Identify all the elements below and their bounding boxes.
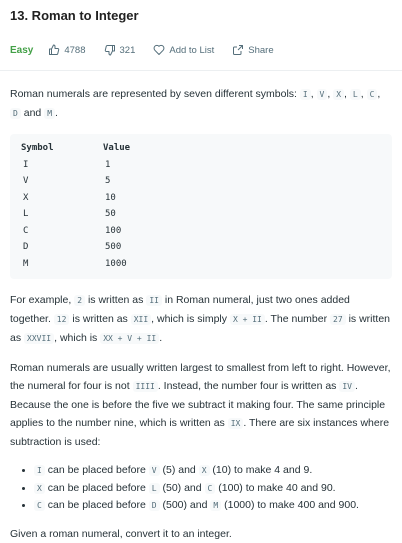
table-row: D 500 xyxy=(23,242,122,252)
share-label: Share xyxy=(248,44,274,56)
heart-icon xyxy=(153,44,165,56)
problem-title: 13. Roman to Integer xyxy=(10,8,139,23)
problem-content xyxy=(10,85,392,543)
table-row: M 1000 xyxy=(23,258,127,269)
problem-meta-bar xyxy=(10,42,392,58)
share-button[interactable] xyxy=(232,44,273,56)
like-count: 4788 xyxy=(64,44,86,56)
header-symbol: Symbol xyxy=(21,143,54,153)
difficulty-badge: Easy xyxy=(10,44,34,56)
table-row: C 100 xyxy=(23,225,122,236)
table-row: I 1 xyxy=(23,159,111,170)
subtraction-list xyxy=(10,462,392,515)
subtraction-rule-paragraph: Roman numerals are usually written largest to smallest from left to right. However, the numeral for four is not IIII . Instead, the number four is written as IV . Because the one is before the five we subtract it making four. The same principle applies to the number nine, which is written as IX . There are six instances where subtraction is used: xyxy=(10,362,391,448)
list-item: • C can be placed before D (500) and M (1000) to make 400 and 900. xyxy=(34,497,392,515)
header-divider xyxy=(0,70,402,71)
thumbs-up-icon xyxy=(48,44,60,56)
closing-paragraph: Given a roman numeral, convert it to an integer. xyxy=(10,527,232,540)
symbol-value-table xyxy=(10,134,392,279)
example-paragraph: For example, 2 is written as II in Roman numeral, just two ones added together. 12 is written as XII , which is simply X + II . The number 27 is written as XXVII , which is XX + V + II . xyxy=(10,294,391,344)
like-button[interactable] xyxy=(48,44,85,56)
add-to-list-button[interactable] xyxy=(153,44,214,56)
table-row: X 10 xyxy=(23,192,116,203)
table-header xyxy=(21,140,381,157)
dislike-count: 321 xyxy=(119,44,136,56)
table-row: V 5 xyxy=(23,176,111,186)
list-item: • X can be placed before L (50) and C (100) to make 40 and 90. xyxy=(34,480,392,498)
thumbs-down-icon xyxy=(104,44,116,56)
add-to-list-label: Add to List xyxy=(169,44,215,56)
header-value: Value xyxy=(103,143,131,153)
table-row: L 50 xyxy=(23,209,116,219)
share-icon xyxy=(232,44,244,56)
intro-paragraph: Roman numerals are represented by seven different symbols: I , V , X , L , C , D and M . xyxy=(10,88,381,119)
list-item: • I can be placed before V (5) and X (10) to make 4 and 9. xyxy=(34,462,392,480)
dislike-button[interactable] xyxy=(104,44,136,56)
